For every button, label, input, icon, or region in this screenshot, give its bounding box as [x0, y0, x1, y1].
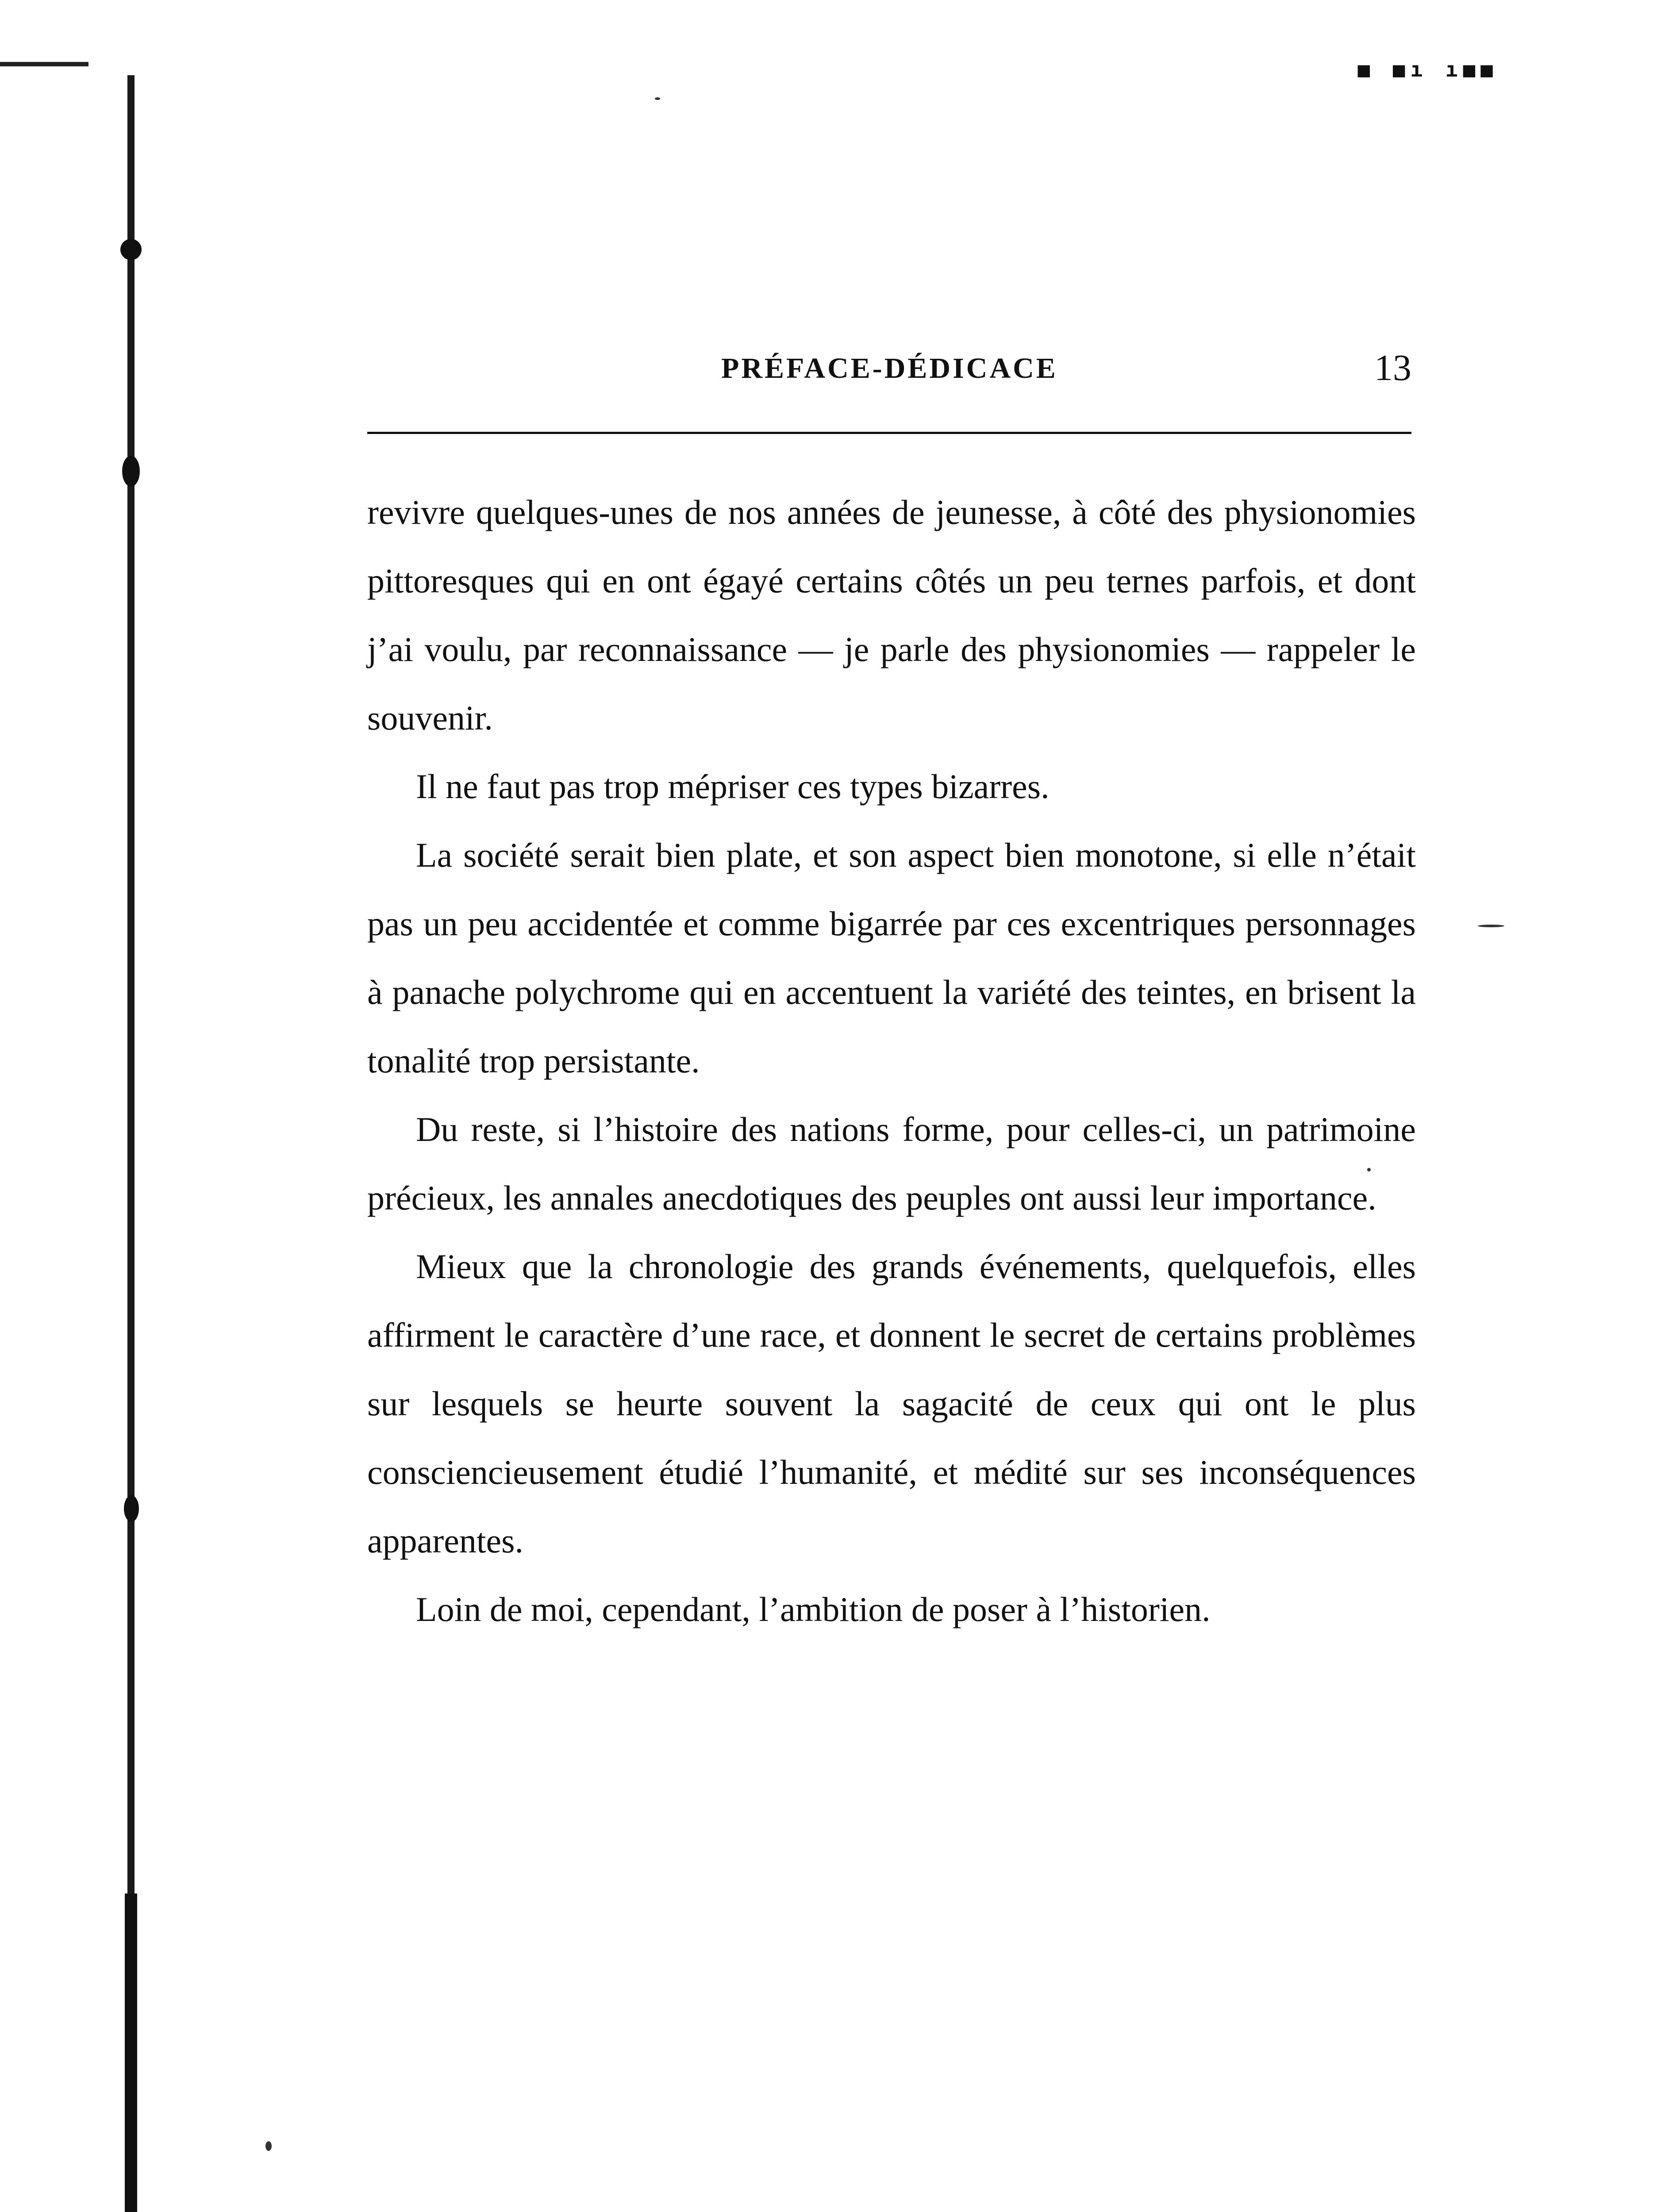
paragraph: revivre quelques-unes de nos années de jeunesse, à côté des physionomies pittoresques qui en ont égayé certains côtés un peu ternes parfois, et dont j’ai voulu, par reconnaissance — je parle des physionomies — rappeler le souvenir.	[367, 493, 1416, 737]
paragraph: La société serait bien plate, et son aspect bien monotone, si elle n’était pas un peu accidentée et comme bigarrée par ces excentriques personnages à panache polychrome qui en accentuent la variété des teintes, en brisent la tonalité trop persistante.	[367, 836, 1416, 1080]
binding-mark-upper	[120, 239, 142, 260]
binding-mark-middle	[122, 456, 140, 487]
binding-mark-lower	[124, 1495, 139, 1522]
header-rule	[367, 432, 1411, 434]
body-text	[367, 478, 1416, 1644]
page-number: 13	[1374, 347, 1411, 388]
scan-speck	[265, 2141, 272, 2151]
binding-edge	[127, 75, 135, 2212]
paragraph: Mieux que la chronologie des grands événements, quelquefois, elles affirment le caractère d’une race, et donnent le secret de certains problèmes sur lesquels se heurte souvent la sagacité de ceux qui ont le plus consciencieusement étudié l’humanité, et médité sur ses inconséquences apparentes.	[367, 1247, 1416, 1560]
scan-edge-rule	[0, 62, 88, 66]
paragraph: Il ne faut pas trop mépriser ces types bizarres.	[416, 767, 1049, 806]
paragraph: Loin de moi, cependant, l’ambition de poser à l’historien.	[416, 1590, 1211, 1628]
scan-corner-marks: ■ ■ı ı■■	[1357, 58, 1498, 81]
scan-speck	[1478, 925, 1504, 927]
running-head	[367, 347, 1411, 392]
binding-edge-lower	[125, 1893, 137, 2212]
paragraph: Du reste, si l’histoire des nations forme, pour celles-ci, un patrimoine précieux, les annales anecdotiques des peuples ont aussi leur importance.	[367, 1110, 1416, 1217]
running-title: PRÉFACE-DÉDICACE	[721, 352, 1058, 384]
scan-speck	[655, 97, 660, 100]
